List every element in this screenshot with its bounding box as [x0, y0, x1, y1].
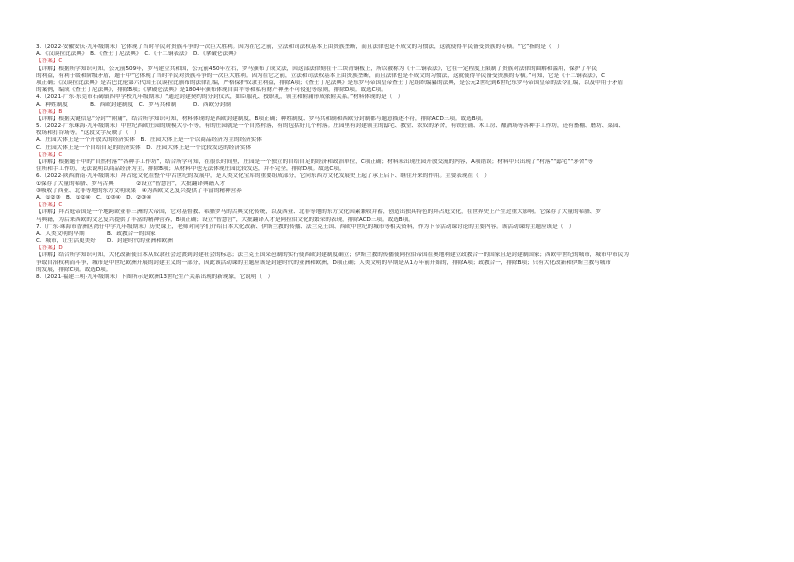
analysis-line: 住所和手工作坊，无法说明以商品经济为主，排除B项；从材料中也无法体现庄园比较发达，并不完全，排除D项。故选C项。 [36, 166, 345, 173]
analysis-line: 项正确；《汉谟拉比法典》是古巴比伦第六代国王汉谟拉比颁布的法律汇编，严格保护奴隶主利益，排除A项；《查士丁尼法典》是东罗马帝国皇帝查士丁尼组织编纂的法典，是公元2世纪到6世纪东罗马帝国皇帝的法令汇编，以及中用于矛盾 [36, 79, 624, 86]
question-stem: 5.（2022·广东珠海·九年级期末）中世纪西欧庄园的规模大小不等，有的庄园就是一个自然村落，有的包括好几个村落。庄园里有封建领主的邸宅、教堂、农奴的茅舍，有铁匠铺、木工房、酿酒场等各种手工作坊，还有畜棚、磨坊、菜园、 [36, 123, 625, 130]
analysis-line: 【详解】根据题干中的“自然村落”“各种手工作坊”，结合所学可知，在很长时间里，庄园是一个独立的自给自足的经济和政治单位，C项正确；材料未出现庄园开放交流的内容，A项错误；材料中只出现了“村落”“邸宅”“茅舍”等 [36, 159, 593, 165]
analysis-line: 的案例，编成《查士丁尼法典》，排除B项；《拿破仑法典》是1804年颁布体现自由平等和私有财产神圣不可侵犯等原则，排除D项。故选C项。 [36, 87, 387, 94]
analysis-line: 马典籍，为后来西欧的文艺复兴提供了丰富的精神营养，B项正确；设立“智慧宫”，大批翻译人才是阿拉伯文化的繁荣的表现，排除ACD三项。故选B项。 [36, 216, 414, 223]
question-stem: 8.（2021·福建三明·九年级期末）下图所示是欧洲13世纪生产关系出现的新现象，它说明（ ） [36, 274, 274, 280]
document-page [36, 44, 760, 281]
question-7 [36, 224, 760, 274]
question-3 [36, 44, 760, 94]
question-options: A．《汉谟拉比法典》 B．《查士丁尼法典》 C．《十二铜表法》 D．《拿破仑法典》 [36, 51, 240, 58]
question-stem: 4.（2021·广东·东莞市石碣镇四甲学校九年级期末）“通过封建契约的分封仪式，如臣服礼、授职礼，领主和附庸形成依附关系。”材料体现的是（ ） [36, 94, 404, 101]
question-stem: 6.（2022·陕西渭南·九年级期末）拜占庭文化在整个中古世纪的发展中，是人类文化宝库的重要组成部分，它向东西方文化发展史上起了承上启下、继往开来的作用。主要表现在（ ） [36, 173, 490, 180]
question-8 [36, 274, 760, 281]
question-stem: 3.（2022·安徽安庆·九年级期末）它体现了当时平民对贵族斗争的一次巨大胜利。因为在它之前，立法和司法权基本上由贵族垄断，而且法律也是不成文的习惯法，这就使得平民备受贵族的专横。“它”指的是（ ） [36, 44, 563, 50]
analysis-line: 的发展，排除C项。故选D项。 [36, 266, 112, 273]
question-options: C．城市，让生活更美好 D．封建时代的亚洲和欧洲 [36, 238, 173, 245]
answer-label: 【答案】B [36, 108, 63, 115]
question-options: A．人类文明的早期 B．政教合一的国家 [36, 230, 156, 237]
analysis-line: 【详解】根据关键信息“分封”“附庸”，结合所学知识可知，材料体现的是西欧封建制度，B项正确；种姓制度、罗马共和制和西欧分封制都与题意描述不符，排除ACD三项。故选B项。 [36, 115, 487, 122]
analysis-line: 【详解】拜占庭帝国是一个地跨欧亚非三洲的大帝国，它对基督教、希腊罗马的古典文化传统，以及西亚、北非等地的东方文化因素兼收并蓄，创造出独具特色的拜占庭文化，在世界史上产生过重大影响。它保存了大量的希腊、罗 [36, 209, 601, 216]
question-stem: 7.（广东·珠海市香洲区湾仔中学九年级期末）历史课上，老师对同学们介绍日本大化改新、伊斯兰教的传播、法兰克王国、西欧中世纪的城市等相关资料，作为下节活动课讨论的主要内容。该活动课的主题应该是（ ） [36, 223, 575, 230]
answer-label: 【答案】C [36, 151, 63, 158]
answer-label: 【答案】C [36, 58, 63, 65]
answer-label: 【答案】C [36, 202, 63, 209]
analysis-line: 【详解】根据所学知识可知，公元前509年，罗马建立共和国，公元前450年左右，罗马颁布了成文法，因这部法律刻在十二块青铜板上，所以被称为《十二铜表法》，它在一定程度上限制了贵族对法律的曲解和滥用，保护了平民 [36, 65, 598, 72]
question-options: A．种姓制度 B．西欧封建制度 C．罗马共和制 D．西欧分封制 [36, 101, 231, 108]
question-6 [36, 173, 760, 223]
question-stem-continued: 牧场和打谷场等。“这段文字反映了（ ） [36, 130, 140, 137]
question-options: A．庄园大体上是一个开放式的经济实体 B．庄园大体上是一个以商品经济为主的经济实体 [36, 137, 262, 144]
analysis-line: 的利益，有利于缓和阶级矛盾，题干中“它体现了当时平民对贵族斗争的一次巨大胜利。因为在它之前，立法和司法权基本上由贵族垄断，而且法律也是不成文的习惯法，这就使得平民备受贵族的专横。”可知，它是《十二铜表法》，C [36, 72, 606, 79]
question-5 [36, 123, 760, 173]
analysis-line: 【详解】结合所学知识可知，大化改新使日本从奴隶社会过渡到封建社会的标志；法兰克王国采邑制的实行使西欧封建制度确立；伊斯兰教的传播使阿拉伯帝国在奥地利建立政教合一的国家且是封建制国家；西欧中世纪的城市，城市中市民为 [36, 252, 629, 259]
question-options: ①保存了大量的希腊、罗马古典 ②设立“智慧宫”，大批翻译典籍人才 [36, 180, 226, 187]
analysis-line: 争取自治权利而斗争，城市是中世纪欧洲开展的封建主义的一部分，因此该活动课的主题应该是封建时代的亚洲和欧洲，D项正确；人类文明的早期是从1万年前开始的，排除A项；政教合一，排除B项；只有大化改新和伊斯兰教与城市 [36, 259, 611, 266]
question-options: C．庄园大体上是一个自给自足的经济实体 D．庄园大体上是一个比较发达的经济实体 [36, 144, 252, 151]
question-options: ③吸收了西亚、北非等地的东方文明成果 ④为西欧文艺复兴提供了丰富的精神营养 [36, 187, 242, 194]
answer-label: 【答案】D [36, 245, 63, 252]
question-options: A．①②③ B．①②④ C．①③④ D．②③④ [36, 194, 152, 201]
question-4 [36, 94, 760, 123]
